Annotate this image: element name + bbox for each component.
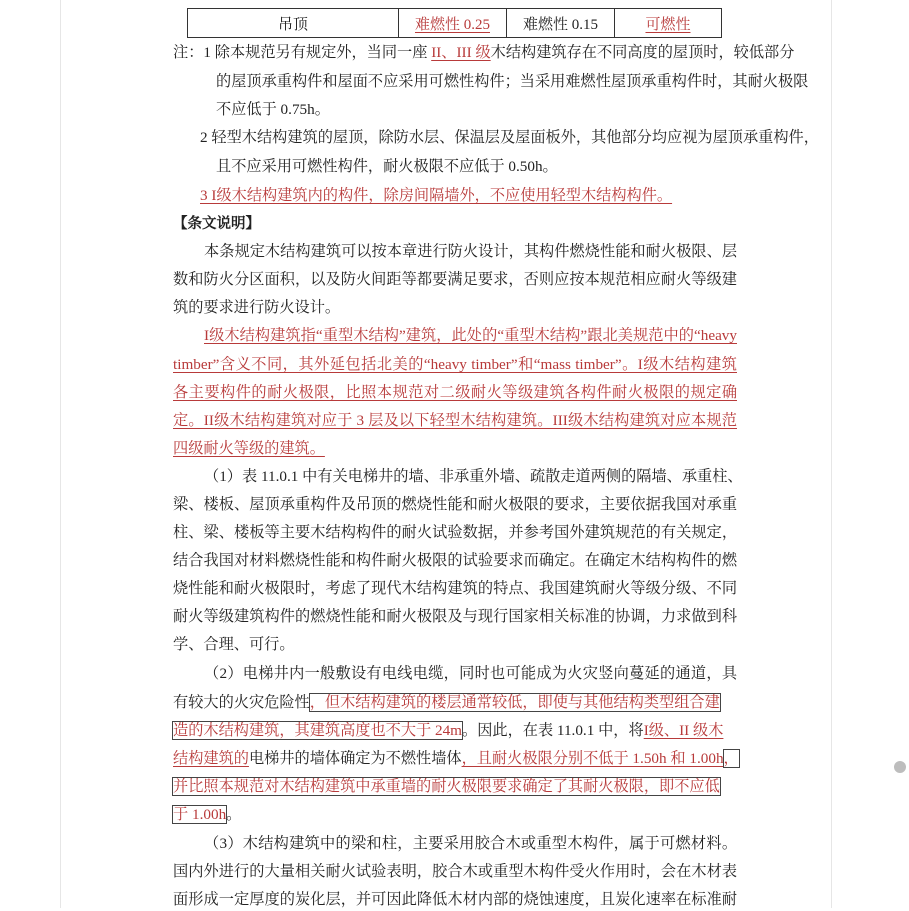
text-segment: 梁、楼板、屋顶承重构件及吊顶的燃烧性能和耐火极限的要求，主要依据我国对承重 (173, 496, 737, 513)
text-line (204, 663, 737, 685)
text-line (173, 494, 737, 516)
text-segment: 的屋顶承重构件和屋面不应采用可燃性构件；当采用难燃性屋顶承重构件时，其耐火极限 (216, 73, 809, 90)
text-line (173, 776, 737, 798)
text-segment: 且不应采用可燃性构件，耐火极限不应低于 0.50h。 (216, 158, 558, 175)
text-line (173, 297, 340, 319)
text-line (173, 382, 737, 404)
text-line (173, 438, 325, 460)
text-line (173, 522, 737, 544)
text-line (173, 269, 737, 291)
text-line (173, 606, 737, 628)
text-segment: （3）木结构建筑中的梁和柱，主要采用胶合木或重型木构件，属于可燃材料。 (204, 835, 737, 852)
red-underlined-annotation: 结构建筑的 (173, 750, 249, 767)
text-segment: 柱、梁、楼板等主要木结构构件的耐火试验数据，并参考国外建筑规范的有关规定， (173, 524, 737, 541)
boxed-annotation: 并比照本规范对木结构建筑中承重墙的耐火极限要求确定了其耐火极限，即不应低 (173, 778, 720, 795)
text-segment: （2）电梯井内一般敷设有电线电缆，同时也可能成为火灾竖向蔓延的通道，具 (204, 665, 737, 682)
scrollbar-thumb[interactable] (894, 761, 906, 773)
red-underlined-annotation: ，且耐火极限分别不低于 1.50h 和 1.00h (461, 750, 724, 767)
text-line (173, 692, 737, 714)
text-segment: 国内外进行的大量相关耐火试验表明，胶合木或重型木构件受火作用时，会在木材表 (173, 863, 737, 880)
text-line (216, 156, 558, 178)
text-line (204, 325, 737, 347)
text-line (216, 99, 330, 121)
text-segment: 有较大的火灾危险性 (173, 694, 310, 711)
text-line (173, 354, 737, 376)
boxed-annotation: ，但木结构建筑的楼层通常较低，即使与其他结构类型组合建 (309, 694, 720, 711)
text-segment: 本条规定木结构建筑可以按本章进行防火设计，其构件燃烧性能和耐火极限、层 (204, 243, 737, 260)
text-line (216, 71, 809, 93)
section-heading (173, 213, 260, 235)
red-underlined-annotation: 3 I级木结构建筑内的构件，除房间隔墙外，不应使用轻型木结构构件。 (200, 187, 673, 204)
table-cell: 吊顶 (188, 9, 399, 38)
red-underlined-annotation: 各主要构件的耐火极限，比照本规范对二级耐火等级建筑各构件耐火极限的规定确 (173, 384, 737, 401)
boxed-annotation: 造的木结构建筑，其建筑高度也不大于 24m (173, 722, 462, 739)
table-cell (615, 9, 722, 38)
red-underlined-annotation: II、III 级 (431, 44, 491, 61)
text-line (173, 861, 737, 883)
text-line (173, 634, 295, 656)
red-underlined-annotation: 定。II级木结构建筑对应于 3 层及以下轻型木结构建筑。III级木结构建筑对应本规范 (173, 412, 737, 429)
table-cell: 难燃性 0.15 (507, 9, 615, 38)
annotated-value: 难燃性 0.25 (414, 16, 490, 33)
text-segment: 木结构建筑存在不同高度的屋顶时，较低部分 (490, 44, 795, 61)
text-segment: 2 轻型木结构建筑的屋顶，除防水层、保温层及屋面板外，其他部分均应视为屋顶承重构件， (200, 129, 819, 146)
text-segment: 不应低于 0.75h。 (216, 101, 330, 118)
text-segment: 注：1 除本规范另有规定外，当同一座 (173, 44, 432, 61)
text-line (200, 185, 672, 207)
red-underlined-annotation: 四级耐火等级的建筑。 (173, 440, 325, 457)
table-cell (399, 9, 507, 38)
text-line (200, 127, 819, 149)
text-line (173, 42, 795, 64)
text-segment: 数和防火分区面积，以及防火间距等都要满足要求，否则应按本规范相应耐火等级建 (173, 271, 737, 288)
text-segment: 电梯井的墙体确定为不燃性墙体 (248, 750, 462, 767)
text-segment: 学、合理、可行。 (173, 636, 295, 653)
text-segment: 筑的要求进行防火设计。 (173, 299, 341, 316)
boxed-annotation: ， (723, 750, 739, 767)
text-line (173, 720, 737, 742)
red-underlined-annotation: I级木结构建筑指“重型木结构”建筑，此处的“重型木结构”跟北美规范中的“heavy (204, 327, 737, 344)
text-line (173, 550, 737, 572)
text-segment: 烧性能和耐火极限时，考虑了现代木结构建筑的特点、我国建筑耐火等级分级、不同 (173, 580, 737, 597)
text-segment: 结合我国对材料燃烧性能和构件耐火极限的试验要求而确定。在确定木结构构件的燃 (173, 552, 737, 569)
boxed-annotation: 于 1.00h (173, 806, 227, 823)
fire-resistance-table (187, 8, 722, 38)
text-line (204, 466, 743, 488)
text-line (173, 578, 737, 600)
text-line (173, 804, 241, 826)
red-underlined-annotation: timber”含义不同，其外延包括北美的“heavy timber”和“mass timber”。I级木结构建筑 (173, 356, 737, 373)
text-line (204, 833, 737, 855)
text-segment: 【条文说明】 (173, 216, 260, 232)
text-segment: 。因此，在表 11.0.1 中，将 (462, 722, 644, 739)
text-segment: 面形成一定厚度的炭化层，并可因此降低木材内部的烧蚀速度，且炭化速率在标准耐 (173, 891, 737, 908)
table-row-ceiling (188, 9, 722, 38)
text-line (173, 748, 737, 770)
red-underlined-annotation: I级、II 级木 (643, 722, 724, 739)
text-segment: 。 (226, 806, 242, 823)
text-segment: （1）表 11.0.1 中有关电梯井的墙、非承重外墙、疏散走道两侧的隔墙、承重柱、 (204, 468, 743, 485)
annotated-value: 可燃性 (645, 16, 691, 33)
text-line (173, 410, 737, 432)
text-line (204, 241, 737, 263)
text-segment: 耐火等级建筑构件的燃烧性能和耐火极限及与现行国家相关标准的协调，力求做到科 (173, 608, 737, 625)
